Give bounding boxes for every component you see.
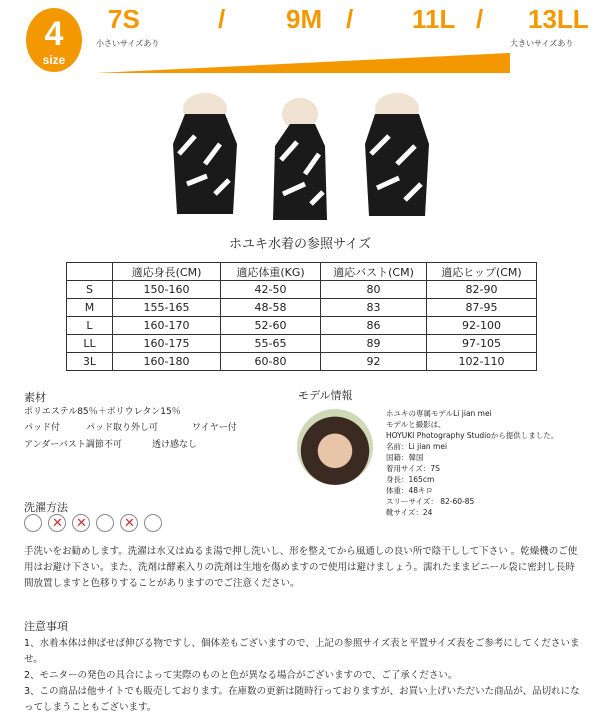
size-chart-table	[66, 262, 537, 371]
size-7s: 7S	[108, 4, 140, 34]
material-pad: パッド付	[24, 423, 61, 433]
product-photos	[165, 84, 435, 224]
table-row: L 160-170 52-60 86 92-100	[67, 317, 537, 335]
model-info-heading: モデル情報	[298, 389, 353, 402]
badge-label: size	[42, 53, 66, 67]
small-size-label: 小さいサイズあり	[96, 39, 160, 48]
washing-heading: 洗濯方法	[24, 501, 68, 514]
model-info-text: ホユキの専属モデルLi jian mei モデルと撮影は、 HOYUKI Photography Studioから提供しました。 名前：Li jian mei 国籍：韓国 着用サイズ：7S 身長：165cm 体重：48キロ スリーサイズ： 82-60-85 靴サイズ：24	[386, 409, 559, 517]
table-row: LL 160-175 55-65 89 97-105	[67, 335, 537, 353]
separator: /	[218, 4, 226, 34]
size-gradient-wedge	[96, 53, 510, 73]
table-row: M 155-165 48-58 83 87-95	[67, 299, 537, 317]
material-composition: ポリエステル85％＋ポリウレタン15％	[24, 407, 181, 417]
badge-number: 4	[44, 15, 64, 53]
material-underbust: アンダーバスト調節不可	[24, 440, 122, 450]
notes-list	[24, 636, 584, 716]
note-item: 3、この商品は他サイトでも販売しております。在庫数の更新は随時行っておりますが、お買い上げいただいた商品が、品切れになってしまうこともございます。	[24, 686, 580, 713]
material-pad-removable: パッド取り外し可	[86, 423, 159, 433]
no-bleach-icon	[48, 514, 66, 532]
size-13ll: 13LL	[528, 4, 589, 34]
notes-heading: 注意事項	[24, 620, 68, 633]
wring-icon	[96, 514, 114, 532]
note-item: 2、モニターの発色の具合によって実際のものと色が異なる場合がございますので、ご了承ください。	[24, 670, 458, 681]
material-wire: ワイヤー付	[192, 423, 237, 433]
no-tumble-dry-icon	[72, 514, 90, 532]
note-item: 1、水着本体は伸ばせば伸びる物ですし、個体差もございますので、上記の参照サイズ表と平置サイズ表をご参考にしてくださいませ。	[24, 638, 580, 665]
size-9m: 9M	[286, 4, 323, 34]
table-header-row: 適応身長(CM) 適応体重(KG) 適応バスト(CM) 適応ヒップ(CM)	[67, 263, 537, 281]
table-row: S 150-160 42-50 80 82-90	[67, 281, 537, 299]
table-row: 3L 160-180 60-80 92 102-110	[67, 353, 537, 371]
separator: /	[476, 4, 484, 34]
hand-wash-icon	[24, 514, 42, 532]
model-avatar	[297, 409, 373, 485]
size-11l: 11L	[412, 4, 456, 34]
size-chart-title: ホユキ水着の参照サイズ	[229, 237, 371, 252]
shade-dry-icon	[144, 514, 162, 532]
washing-instructions: 手洗いをお勧めします。洗濯は水又はぬるま湯で押し洗いし、形を整えてから風通しの良い所で陰干しして下さい 。乾燥機のご使用はお避け下さい。また、洗剤は酵素入りの洗剤は生地を傷めますので使用は避けましょう。濡れたままビニール袋に密封し長時間放置しますと色移りすることがありますのでご注意ください。	[24, 546, 578, 589]
large-size-label: 大きいサイズあり	[510, 39, 574, 48]
material-heading: 素材	[24, 391, 46, 404]
size-scale	[96, 4, 590, 34]
material-seethrough: 透け感なし	[152, 440, 198, 450]
separator: /	[346, 4, 354, 34]
side-view-photo	[273, 98, 327, 220]
size-badge	[26, 8, 82, 72]
no-iron-icon	[120, 514, 138, 532]
washing-icons	[24, 514, 162, 532]
front-view-photo	[173, 93, 237, 214]
back-view-photo	[365, 93, 429, 216]
